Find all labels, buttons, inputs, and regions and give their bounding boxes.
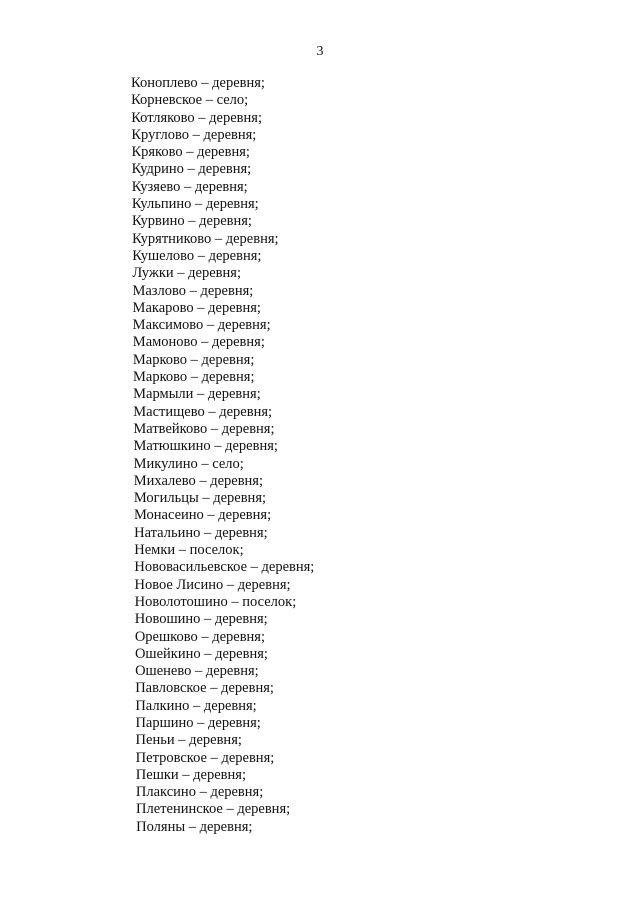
list-item: Курвино – деревня; <box>131 213 252 230</box>
list-item: Пешки – деревня; <box>135 766 246 783</box>
list-item: Новолотошино – поселок; <box>134 593 297 610</box>
list-item: Монасеино – деревня; <box>134 507 272 524</box>
list-item: Плаксино – деревня; <box>135 784 264 801</box>
list-item: Мармыли – деревня; <box>133 386 261 403</box>
settlement-list <box>131 75 314 836</box>
list-item: Кудрино – деревня; <box>131 161 252 178</box>
list-item: Михалево – деревня; <box>133 472 263 489</box>
list-item: Ошенево – деревня; <box>135 663 259 680</box>
list-item: Мазлово – деревня; <box>132 282 254 299</box>
list-item: Пеньи – деревня; <box>135 732 242 749</box>
list-item: Палкино – деревня; <box>135 697 257 714</box>
list-item: Петровское – деревня; <box>135 749 275 766</box>
list-item: Марково – деревня; <box>132 351 255 368</box>
list-item: Кузяево – деревня; <box>131 178 248 195</box>
list-item: Матвейково – деревня; <box>133 420 275 437</box>
list-item: Курятниково – деревня; <box>132 230 279 247</box>
list-item: Натальино – деревня; <box>134 524 268 541</box>
list-item: Мамоново – деревня; <box>132 334 265 351</box>
list-item: Нововасильевское – деревня; <box>134 559 315 576</box>
list-item: Микулино – село; <box>133 455 244 472</box>
list-item: Матюшкино – деревня; <box>133 438 278 455</box>
list-item: Коноплево – деревня; <box>131 75 265 91</box>
list-item: Лужки – деревня; <box>132 265 241 282</box>
list-item: Паршино – деревня; <box>135 714 261 731</box>
list-item: Новое Лисино – деревня; <box>134 576 291 593</box>
page-number: 3 <box>316 44 324 59</box>
list-item: Корневское – село; <box>131 92 249 109</box>
list-item: Немки – поселок; <box>134 542 244 559</box>
list-item: Орешково – деревня; <box>134 628 266 645</box>
list-item: Могильцы – деревня; <box>133 490 267 507</box>
list-item: Максимово – деревня; <box>132 317 271 334</box>
list-item: Ошейкино – деревня; <box>134 645 268 662</box>
list-item: Кульпино – деревня; <box>131 196 259 213</box>
list-item: Новошино – деревня; <box>134 611 268 628</box>
list-item: Кушелово – деревня; <box>132 247 262 264</box>
list-item: Котляково – деревня; <box>131 109 262 126</box>
list-item: Макарово – деревня; <box>132 299 261 316</box>
list-item: Марково – деревня; <box>133 369 255 386</box>
list-item: Павловское – деревня; <box>135 680 274 697</box>
list-item: Поляны – деревня; <box>136 818 253 835</box>
list-item: Круглово – деревня; <box>131 126 257 143</box>
list-item: Мастищево – деревня; <box>133 403 273 420</box>
list-item: Кряково – деревня; <box>131 144 250 161</box>
list-item: Плетенинское – деревня; <box>136 801 291 818</box>
